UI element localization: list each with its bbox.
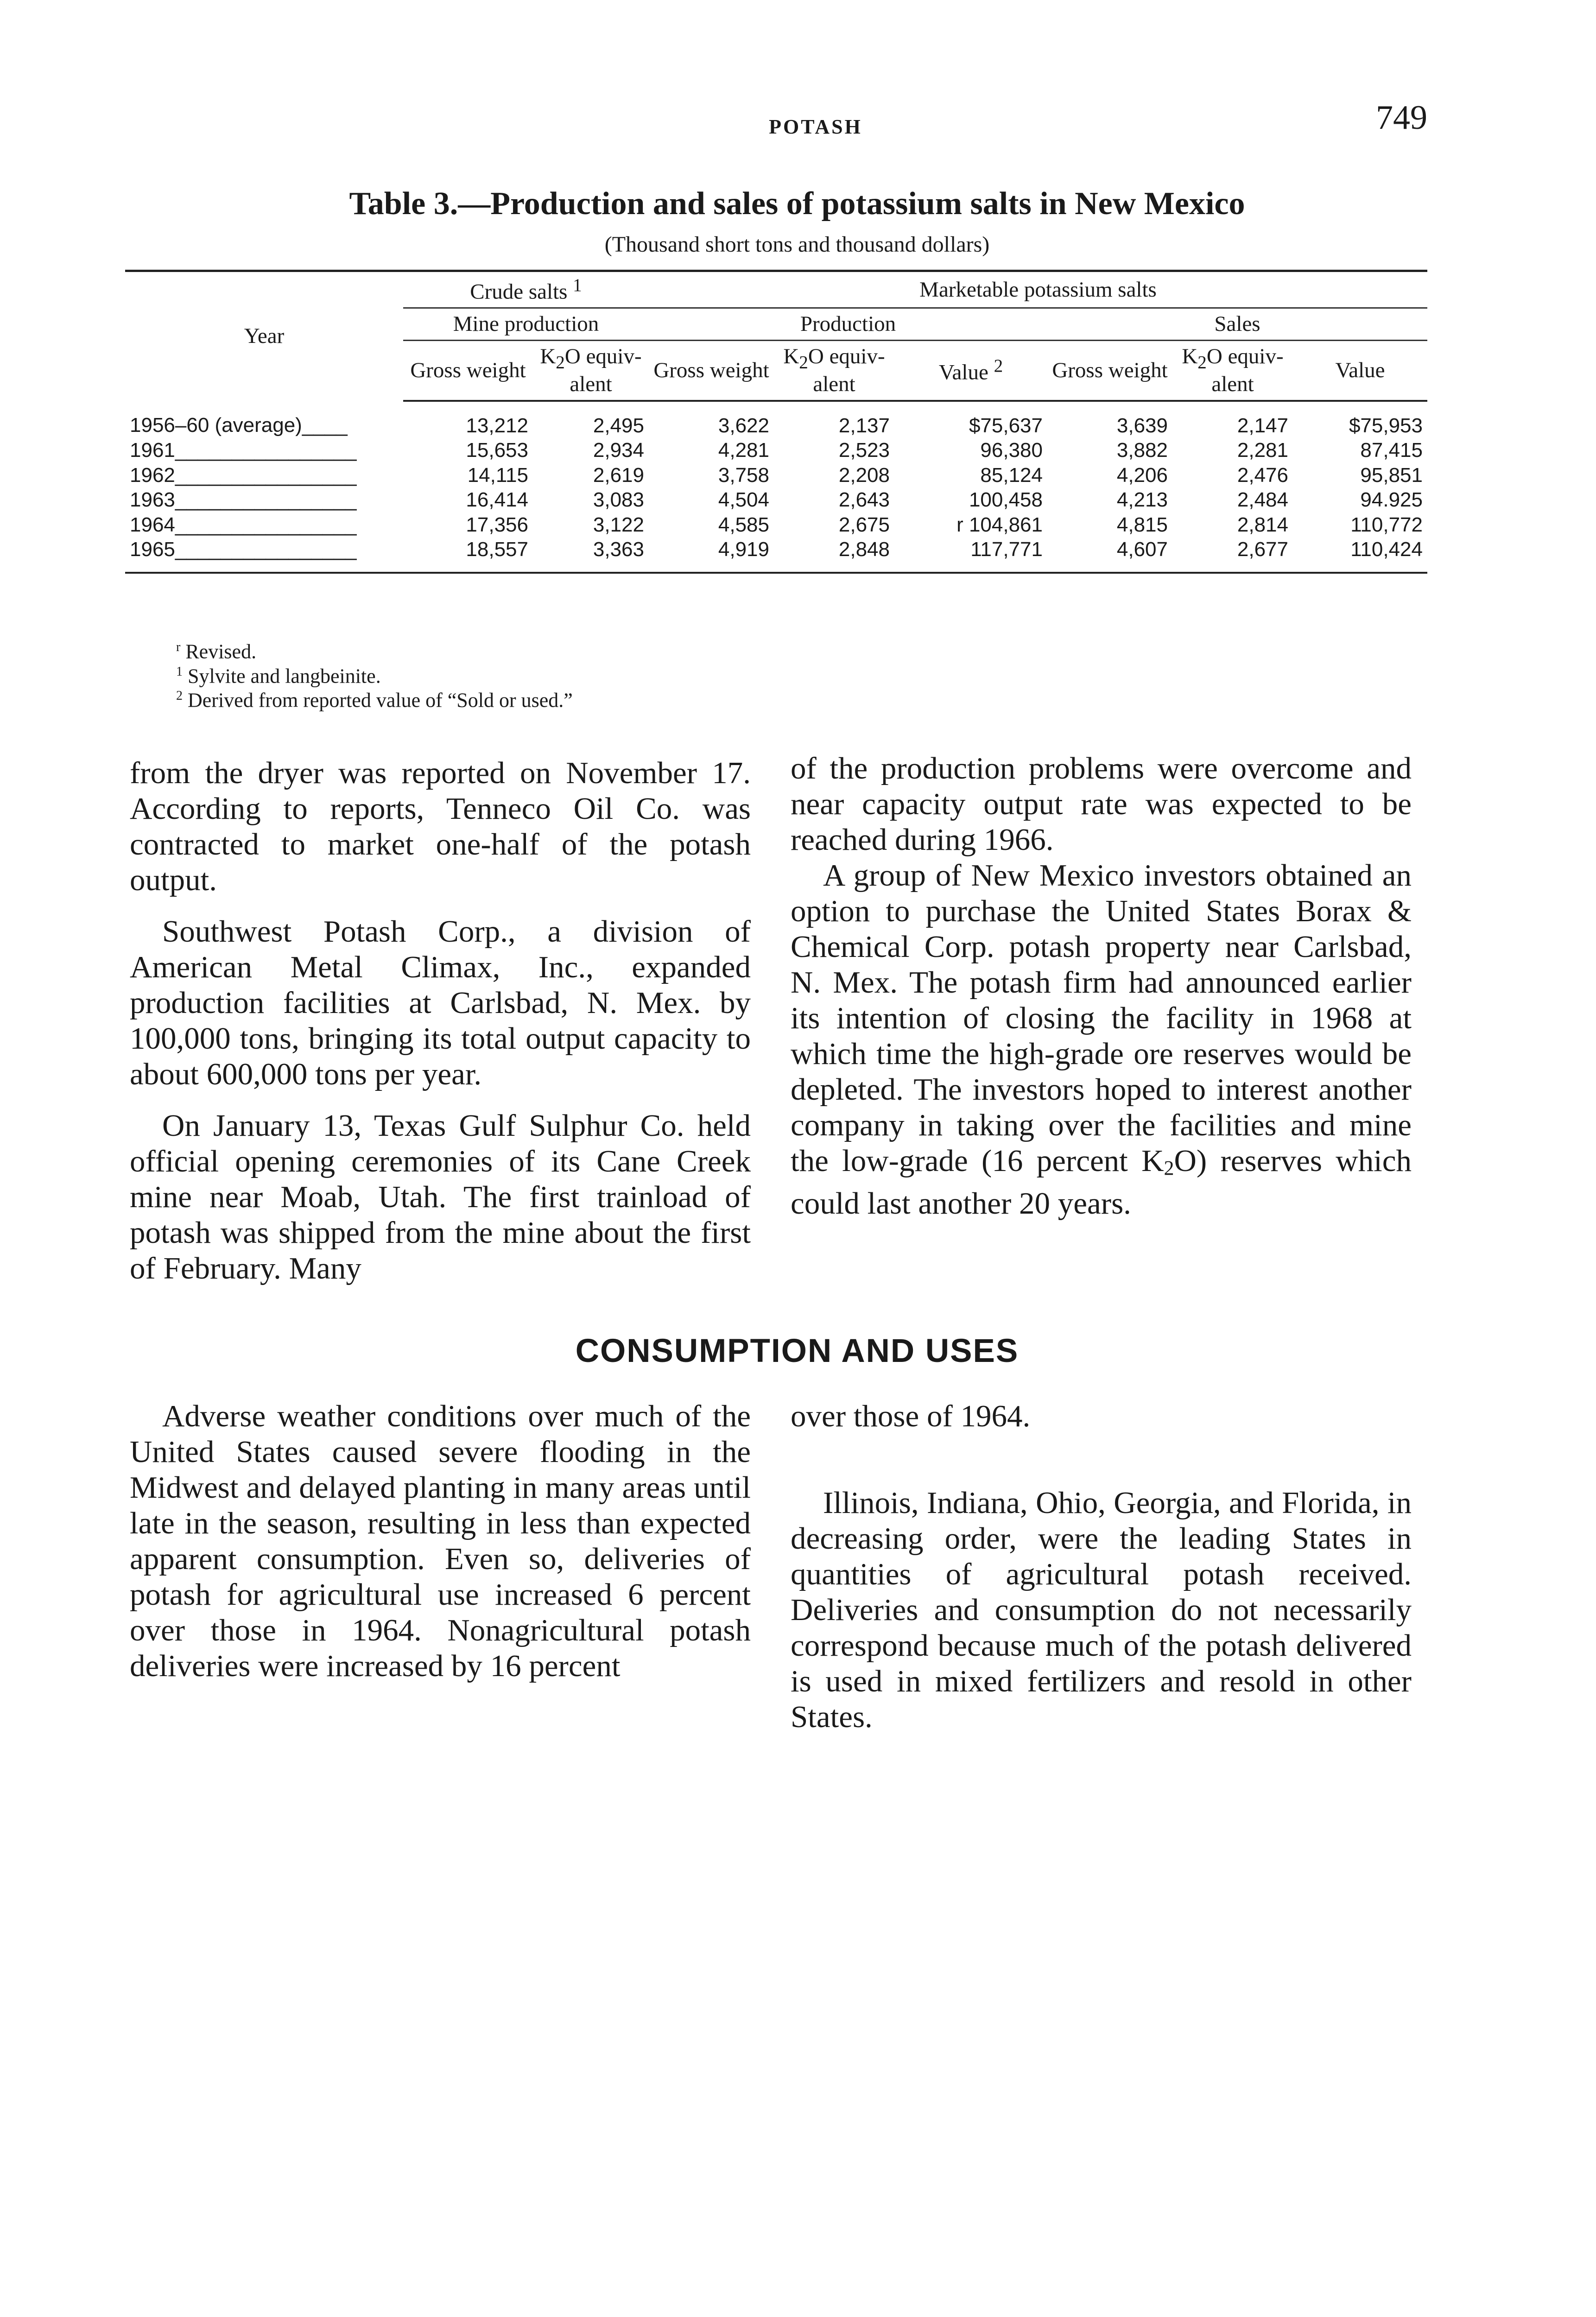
potassium-salts-table <box>125 270 1427 574</box>
table-cell: 3,882 <box>1116 439 1168 462</box>
table-cell: 117,771 <box>894 537 1047 573</box>
production-header: Production <box>649 308 1047 341</box>
value-header: Value <box>1293 341 1427 401</box>
paragraph: Adverse weather conditions over much of the United States caused severe flooding in the Midwest and delayed planting in many areas until late in the season, resulting in less than expected apparent consumption. Even so, deliveries of potash for agricultural use increased 6 percent over those in 1964. Nonagricultural potash deliveries were increased by 16 percent <box>130 1399 751 1683</box>
table-cell: 2,934 <box>593 439 644 462</box>
table-cell: 4,919 <box>649 537 774 573</box>
table-cell: 2,523 <box>838 439 890 462</box>
table-cell: 14,115 <box>467 463 528 487</box>
table-cell: 18,557 <box>403 537 533 573</box>
table-title: Table 3.—Production and sales of potassium salts in New Mexico <box>349 186 1245 222</box>
table-row <box>125 401 1427 438</box>
table-cell: 2,147 <box>1237 414 1288 437</box>
paragraph: from the dryer was reported on November 17. According to reports, Tenneco Oil Co. was contracted to market one-half of the potash output. <box>130 756 751 897</box>
table-row <box>125 463 1427 488</box>
table-row <box>125 487 1427 513</box>
table-cell: 3,622 <box>718 414 769 437</box>
table-cell: 110,424 <box>1293 537 1427 573</box>
table-cell: 3,758 <box>718 463 769 487</box>
table-cell: 2,476 <box>1237 463 1288 487</box>
table-cell: 17,356 <box>466 513 528 536</box>
table-cell: r 104,861 <box>956 513 1043 536</box>
table-cell: 16,414 <box>466 488 528 512</box>
table-cell: 3,083 <box>593 488 644 512</box>
year-cell: 1963________________ <box>130 488 357 512</box>
table-cell: 13,212 <box>466 414 528 437</box>
footnote-1: $^1$ Sylvite and langbeinite. <box>176 664 381 688</box>
gross-weight-header: Gross weight <box>649 341 774 401</box>
table-cell: 2,814 <box>1237 513 1288 536</box>
paragraph: of the production problems were overcome and near capacity output rate was expected to be reached during 1966. <box>791 751 1412 857</box>
table-cell: 2,677 <box>1172 537 1293 573</box>
sales-header: Sales <box>1047 308 1427 341</box>
k2o-equivalent-header: $K_2O$ equivalent <box>1172 341 1293 401</box>
page-number: 749 <box>1376 99 1427 137</box>
footnote-2: $^2$ Derived from reported value of “Sold or used.” <box>176 689 573 712</box>
table-row <box>125 438 1427 463</box>
crude-salts-header: Crude salts $^1$ <box>403 271 649 308</box>
year-header: Year <box>125 271 403 401</box>
table-cell: 85,124 <box>980 463 1043 487</box>
table-cell: 87,415 <box>1360 439 1423 462</box>
footnote-revised: $^r$ Revised. <box>176 640 257 663</box>
right-column-lower <box>791 1399 1412 1735</box>
table-cell: 3,363 <box>533 537 649 573</box>
table-cell: $75,953 <box>1349 414 1423 437</box>
marketable-salts-header: Marketable potassium salts <box>649 271 1427 308</box>
table-cell: 2,137 <box>838 414 890 437</box>
table-cell: $75,637 <box>969 414 1043 437</box>
paragraph: Southwest Potash Corp., a division of American Metal Climax, Inc., expanded production facilities at Carlsbad, N. Mex. by 100,000 tons, bringing its total output capacity to about 600,000 tons per year. <box>130 914 751 1091</box>
year-cell: 1961________________ <box>130 439 357 462</box>
table-cell: 2,848 <box>774 537 894 573</box>
value-header: Value $^2$ <box>894 341 1047 401</box>
paragraph: over those of 1964. <box>791 1399 1031 1433</box>
table-cell: 4,607 <box>1047 537 1172 573</box>
table-cell: 95,851 <box>1360 463 1423 487</box>
table-cell: 4,504 <box>718 488 769 512</box>
table-cell: 94.925 <box>1360 488 1423 512</box>
paragraph: A group of New Mexico investors obtained an option to purchase the United States Borax & Chemical Corp. potash property near Carlsbad, N. Mex. The potash firm had announced earlier its intention of closing the facility in 1968 at which time the high-grade ore reserves would be depleted. The investors hoped to interest another company in taking over the facilities and mine the low-grade (16 percent K2O) reserves which could last another 20 years. <box>791 858 1412 1221</box>
table-cell: 3,122 <box>593 513 644 536</box>
right-column-upper <box>791 751 1412 1222</box>
paragraph: On January 13, Texas Gulf Sulphur Co. held official opening ceremonies of its Cane Creek mine near Moab, Utah. The first trainload of potash was shipped from the mine about the first of February. Many <box>130 1108 751 1285</box>
left-column-upper <box>130 755 751 1286</box>
table-cell: 100,458 <box>969 488 1043 512</box>
paragraph: Illinois, Indiana, Ohio, Georgia, and Florida, in decreasing order, were the leading States in quantities of agricultural potash received. Deliveries and consumption do not necessarily correspond because much of the potash delivered is used in mixed fertilizers and resold in other States. <box>791 1486 1412 1734</box>
year-cell: 1956–60 (average)____ <box>130 413 348 437</box>
running-head: POTASH <box>769 115 862 138</box>
gross-weight-header: Gross weight <box>403 341 533 401</box>
year-cell: 1965________________ <box>125 537 403 573</box>
table-footnotes <box>176 639 1103 713</box>
year-cell: 1964________________ <box>130 513 357 536</box>
table-row <box>125 537 1427 573</box>
table-cell: 96,380 <box>980 439 1043 462</box>
left-column-lower <box>130 1399 751 1684</box>
table-cell: 2,495 <box>593 414 644 437</box>
table-cell: 4,213 <box>1116 488 1168 512</box>
year-cell: 1962________________ <box>130 463 357 487</box>
table-cell: 3,639 <box>1116 414 1168 437</box>
table-cell: 15,653 <box>466 439 528 462</box>
table-cell: 2,484 <box>1237 488 1288 512</box>
table-cell: 2,281 <box>1237 439 1288 462</box>
table-row <box>125 513 1427 538</box>
section-heading: CONSUMPTION AND USES <box>575 1333 1019 1369</box>
table-cell: 2,643 <box>838 488 890 512</box>
mine-production-header: Mine production <box>403 308 649 341</box>
table-cell: 2,675 <box>838 513 890 536</box>
table-subtitle: (Thousand short tons and thousand dollars) <box>604 232 990 257</box>
table-cell: 4,206 <box>1116 463 1168 487</box>
table-cell: 2,208 <box>838 463 890 487</box>
k2o-equivalent-header: $K_2O$ equivalent <box>774 341 894 401</box>
table-cell: 110,772 <box>1350 513 1423 536</box>
k2o-equivalent-header: $K_2O$ equivalent <box>533 341 649 401</box>
table-cell: 2,619 <box>593 463 644 487</box>
table-cell: 4,585 <box>718 513 769 536</box>
table-cell: 4,815 <box>1116 513 1168 536</box>
gross-weight-header: Gross weight <box>1047 341 1172 401</box>
table-cell: 4,281 <box>718 439 769 462</box>
